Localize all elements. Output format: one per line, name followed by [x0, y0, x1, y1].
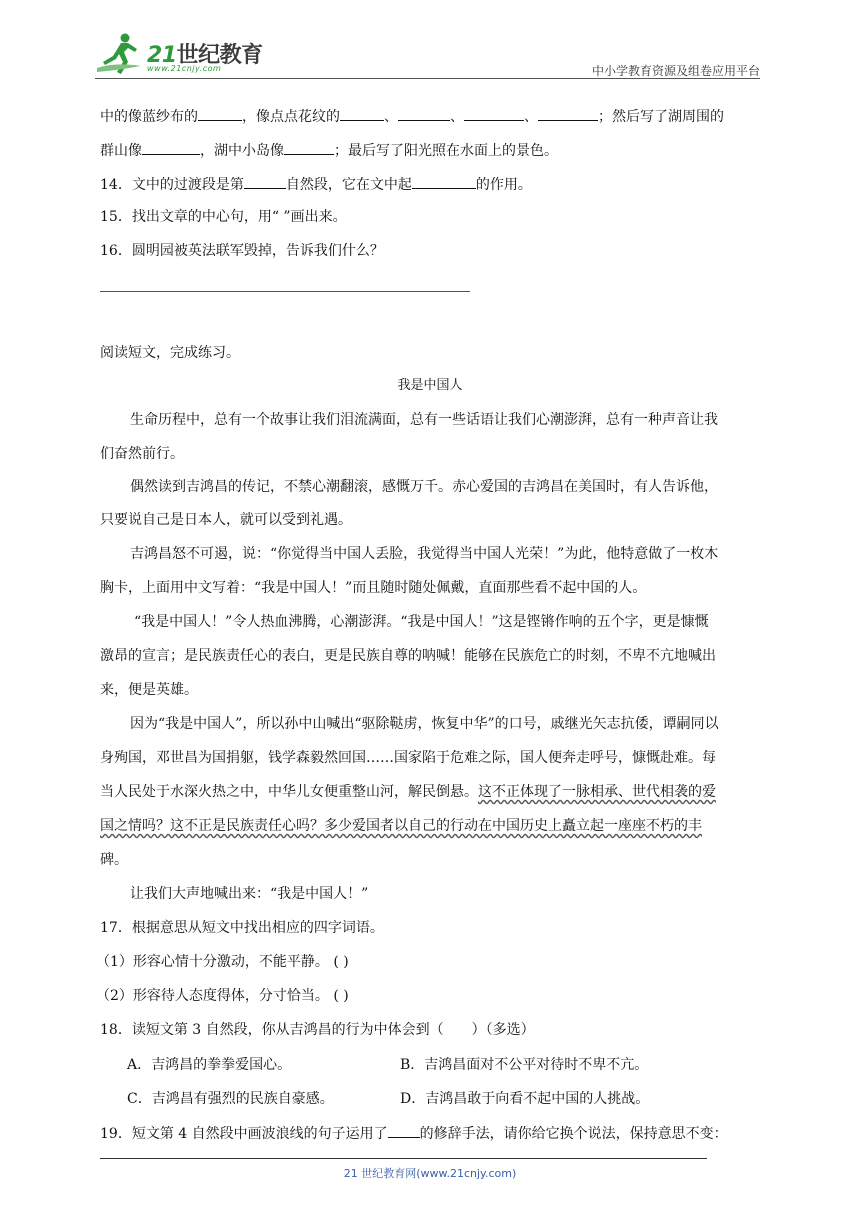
blank[interactable] — [340, 105, 384, 121]
passage-text: 偶然读到吉鸿昌的传记，不禁心潮翻滚，感慨万千。赤心爱国的吉鸿昌在美国时，有人告诉他， — [130, 479, 718, 495]
q13-line2: 群山像 ，湖中小岛像 ；最后写了阳光照在水面上的景色。 — [100, 139, 558, 161]
question-16: 16．圆明园被英法联军毁掉，告诉我们什么？ — [100, 243, 384, 259]
wavy-underlined-sentence: 国之情吗？这不正是民族责任心吗？多少爱国者以自己的行动在中国历史上矗立起一座座不朽的丰 — [100, 818, 702, 834]
footer-divider — [100, 1158, 707, 1159]
blank[interactable] — [142, 139, 200, 155]
blank[interactable] — [538, 105, 598, 121]
passage-text: 因为“我是中国人”，所以孙中山喊出“驱除鞑虏，恢复中华”的口号，戚继光矢志抗倭，谭嗣同以 — [130, 716, 719, 732]
question-17-2: （2）形容待人态度得体，分寸恰当。 ( ) — [96, 988, 349, 1004]
question-15: 15．找出文章的中心句，用“ ”画出来。 — [100, 209, 347, 225]
passage-text: 们奋然前行。 — [100, 446, 184, 462]
logo-wordmark: 21世纪教育 — [147, 43, 263, 68]
blank[interactable] — [284, 139, 334, 155]
blank[interactable] — [464, 105, 524, 121]
q13-line1: 中的像蓝纱布的 ，像点点花纹的 、 、 、 ；然后写了湖周围的 — [100, 105, 724, 127]
passage-text — [100, 816, 702, 836]
platform-name: 中小学教育资源及组卷应用平台 — [591, 64, 760, 78]
reading-intro: 阅读短文，完成练习。 — [100, 345, 240, 361]
logo-url: www.21cnjy.com — [147, 64, 222, 73]
passage-text: 来，便是英雄。 — [100, 682, 198, 698]
runner-logo-icon — [95, 32, 143, 76]
option-c[interactable]: C．吉鸿昌有强烈的民族自豪感。 — [127, 1091, 334, 1107]
question-17-1: （1）形容心情十分激动，不能平静。 ( ) — [96, 954, 349, 970]
passage-text: 生命历程中，总有一个故事让我们泪流满面，总有一些话语让我们心潮澎湃，总有一种声音让我 — [130, 412, 718, 428]
passage-text: 吉鸿昌怒不可遏，说：“你觉得当中国人丢脸，我觉得当中国人光荣！”为此，他特意做了一枚木 — [130, 546, 719, 562]
question-17: 17．根据意思从短文中找出相应的四字词语。 — [100, 920, 384, 936]
option-a[interactable]: A．吉鸿昌的拳拳爱国心。 — [127, 1057, 292, 1073]
passage-title: 我是中国人 — [397, 378, 463, 393]
blank[interactable] — [412, 173, 476, 189]
passage-text: 身殉国，邓世昌为国捐躯，钱学森毅然回国……国家陷于危难之际，国人便奔走呼号，慷慨赴难。每 — [100, 750, 716, 766]
blank[interactable] — [398, 105, 450, 121]
option-d[interactable]: D．吉鸿昌敢于向看不起中国的人挑战。 — [400, 1091, 650, 1107]
header-divider — [95, 78, 760, 79]
passage-text: 只要说自己是日本人，就可以受到礼遇。 — [100, 512, 352, 528]
blank[interactable] — [244, 173, 286, 189]
question-14: 14．文中的过渡段是第 自然段，它在文中起 的作用。 — [100, 173, 532, 195]
site-logo — [95, 32, 265, 76]
blank[interactable] — [198, 105, 242, 121]
option-b[interactable]: B．吉鸿昌面对不公平对待时不卑不亢。 — [400, 1057, 649, 1073]
question-18: 18．读短文第 3 自然段，你从吉鸿昌的行为中体会到（ ）（多选） — [100, 1022, 535, 1038]
question-19: 19．短文第 4 自然段中画波浪线的句子运用了 的修辞手法，请你给它换个说法，保持意思不变： — [100, 1122, 728, 1144]
passage-text: 让我们大声地喊出来：“我是中国人！” — [130, 886, 369, 902]
blank[interactable] — [388, 1122, 420, 1138]
answer-line[interactable] — [100, 291, 470, 292]
passage-text: “我是中国人！”令人热血沸腾，心潮澎湃。“我是中国人！”这是铿锵作响的五个字，更是慷慨 — [134, 614, 709, 630]
passage-text: 当人民处于水深火热之中，中华儿女便重整山河，解民倒悬。这不正体现了一脉相承、世代相袭的爱 — [100, 784, 716, 800]
page-header — [95, 30, 760, 80]
wavy-underlined-sentence: 这不正体现了一脉相承、世代相袭的爱 — [478, 784, 716, 800]
passage-text: 胸卡，上面用中文写着：“我是中国人！”而且随时随处佩戴，直面那些看不起中国的人。 — [100, 580, 647, 596]
passage-text: 碑。 — [100, 852, 128, 868]
footer-link[interactable]: 21 世纪教育网(www.21cnjy.com) — [343, 1167, 517, 1180]
passage-text: 激昂的宣言；是民族责任心的表白，更是民族自尊的呐喊！能够在民族危亡的时刻，不卑不亢地喊出 — [100, 648, 716, 664]
